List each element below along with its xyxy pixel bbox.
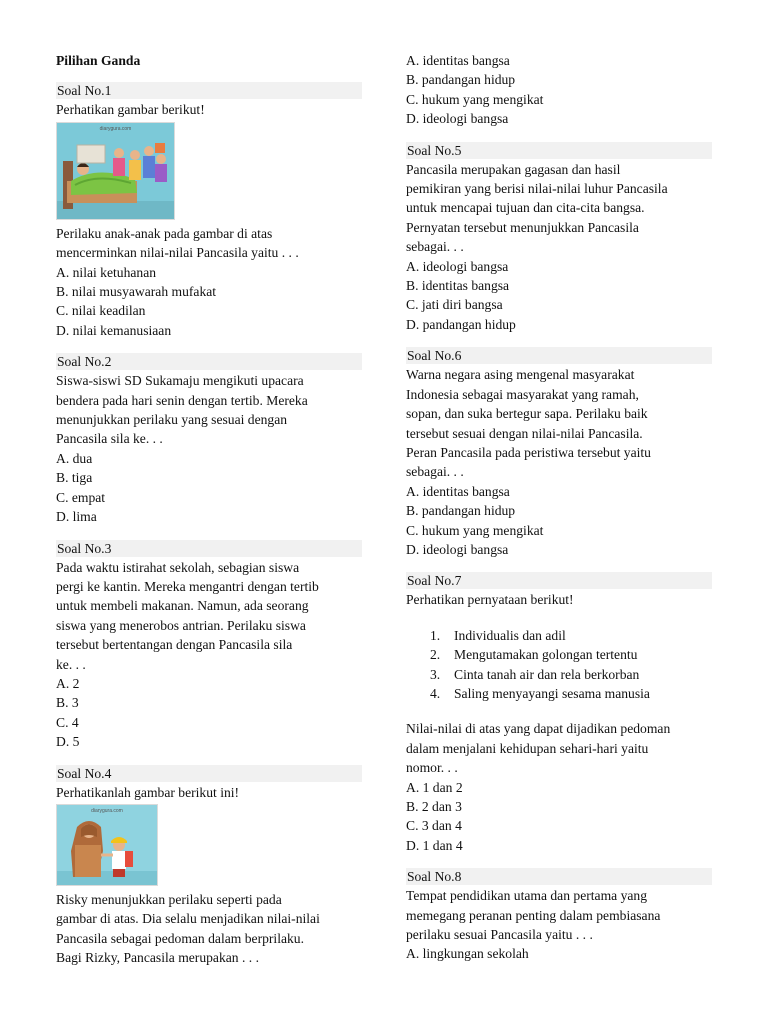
question-body-line: Pada waktu istirahat sekolah, sebagian siswa (56, 559, 300, 575)
question-4-illustration (56, 804, 158, 886)
statement-text: Mengutamakan golongan tertentu (454, 647, 638, 663)
statement-text: Cinta tanah air dan rela berkorban (454, 666, 640, 682)
question-body-line: Risky menunjukkan perilaku seperti pada (56, 891, 282, 907)
answer-option[interactable]: B. 3 (56, 695, 79, 711)
question-title: Soal No.6 (406, 347, 712, 364)
question-body-line: Peran Pancasila pada peristiwa tersebut yaitu (406, 444, 651, 460)
question-7 (406, 572, 712, 855)
answer-option[interactable]: D. lima (56, 509, 97, 525)
answer-option[interactable]: C. 4 (56, 714, 79, 730)
question-title: Soal No.8 (406, 868, 712, 885)
question-body-line: pergi ke kantin. Mereka mengantri dengan tertib (56, 578, 319, 594)
sickbed-visit-illustration (57, 123, 174, 219)
left-column (56, 0, 362, 968)
question-3 (56, 540, 362, 752)
question-body-line: Pancasila sebagai pedoman dalam berprilaku. (56, 930, 304, 946)
question-body-line: memegang peranan penting dalam pembiasana (406, 907, 661, 923)
answer-option[interactable]: D. ideologi bangsa (406, 541, 509, 557)
answer-option[interactable]: B. pandangan hidup (406, 72, 516, 88)
answer-option[interactable]: D. ideologi bangsa (406, 111, 509, 127)
statement-number: 4. (430, 685, 441, 701)
question-prompt: Perhatikanlah gambar berikut ini! (56, 784, 240, 800)
question-body-line: Perilaku anak-anak pada gambar di atas (56, 225, 273, 241)
answer-option[interactable]: A. 2 (56, 675, 80, 691)
question-body-line: Nilai-nilai di atas yang dapat dijadikan pedoman (406, 721, 671, 737)
answer-option[interactable]: A. lingkungan sekolah (406, 946, 529, 962)
question-body-line: Bagi Rizky, Pancasila merupakan . . . (56, 950, 259, 966)
question-body-line: tersebut bertentangan dengan Pancasila sila (56, 637, 293, 653)
image-watermark: diarygura.com (91, 807, 123, 814)
question-body-line: siswa yang menerobos antrian. Perilaku siswa (56, 617, 306, 633)
answer-option[interactable]: A. ideologi bangsa (406, 258, 509, 274)
handshake-illustration (57, 805, 157, 885)
answer-option[interactable]: D. 1 dan 4 (406, 837, 463, 853)
answer-option[interactable]: B. pandangan hidup (406, 503, 516, 519)
question-5 (406, 142, 712, 335)
question-body-line: Pancasila sila ke. . . (56, 431, 163, 447)
answer-option[interactable]: B. tiga (56, 470, 93, 486)
answer-option[interactable]: C. hukum yang mengikat (406, 522, 544, 538)
question-body-line: untuk membeli makanan. Namun, ada seorang (56, 598, 309, 614)
question-body-line: Warna negara asing mengenal masyarakat (406, 367, 635, 383)
question-title: Soal No.2 (56, 353, 362, 370)
question-body-line: sopan, dan suka bertegur sapa. Perilaku baik (406, 406, 648, 422)
answer-option[interactable]: C. jati diri bangsa (406, 297, 503, 313)
question-body-line: bendera pada hari senin dengan tertib. Mereka (56, 392, 308, 408)
question-4-options (406, 51, 712, 129)
answer-option[interactable]: A. 1 dan 2 (406, 779, 463, 795)
question-6 (406, 347, 712, 559)
statement-item (430, 684, 712, 703)
question-body-line: dalam menjalani kehidupan sehari-hari yaitu (406, 740, 649, 756)
question-body-line: tersebut sesuai dengan nilai-nilai Pancasila. (406, 425, 643, 441)
question-body-line: menunjukkan perilaku yang sesuai dengan (56, 412, 288, 428)
answer-option[interactable]: D. 5 (56, 734, 80, 750)
answer-option[interactable]: D. nilai kemanusiaan (56, 322, 172, 338)
statement-text: Individualis dan adil (454, 627, 566, 643)
answer-option[interactable]: C. hukum yang mengikat (406, 91, 544, 107)
answer-option[interactable]: B. 2 dan 3 (406, 799, 462, 814)
question-body-line: pemikiran yang berisi nilai-nilai luhur Pancasila (406, 181, 668, 197)
statement-text: Saling menyayangi sesama manusia (454, 685, 650, 701)
question-title: Soal No.3 (56, 540, 362, 557)
answer-option[interactable]: C. 3 dan 4 (406, 818, 462, 834)
question-title: Soal No.5 (406, 142, 712, 159)
question-body-line: nomor. . . (406, 760, 458, 776)
question-2 (56, 353, 362, 526)
question-1-illustration (56, 122, 175, 220)
question-prompt: Perhatikan pernyataan berikut! (406, 592, 574, 608)
statement-item (430, 665, 712, 684)
question-title: Soal No.1 (56, 82, 362, 99)
question-body-line: untuk mencapai tujuan dan cita-cita bangsa. (406, 200, 645, 216)
statement-number: 1. (430, 627, 441, 643)
question-body-line: Indonesia sebagai masyarakat yang ramah, (406, 386, 639, 402)
right-column (406, 0, 712, 964)
answer-option[interactable]: B. nilai musyawarah mufakat (56, 284, 217, 300)
question-title: Soal No.4 (56, 765, 362, 782)
question-title: Soal No.7 (406, 572, 712, 589)
question-body-line: perilaku sesuai Pancasila yaitu . . . (406, 927, 593, 943)
question-4 (56, 765, 362, 968)
answer-option[interactable]: A. identitas bangsa (406, 483, 510, 499)
image-watermark: diarygura.com (99, 125, 132, 132)
statement-number: 2. (430, 647, 441, 663)
answer-option[interactable]: C. empat (56, 489, 106, 505)
question-body-line: Siswa-siswi SD Sukamaju mengikuti upacara (56, 373, 304, 389)
question-body-line: sebagai. . . (406, 464, 464, 480)
question-body-line: ke. . . (56, 656, 86, 672)
question-1 (56, 82, 362, 340)
question-body-line: Pernyatan tersebut menunjukkan Pancasila (406, 219, 639, 235)
answer-option[interactable]: B. identitas bangsa (406, 278, 510, 294)
answer-option[interactable]: A. nilai ketuhanan (56, 264, 157, 280)
question-body-line: Pancasila merupakan gagasan dan hasil (406, 161, 621, 177)
answer-option[interactable]: D. pandangan hidup (406, 316, 516, 332)
question-prompt: Perhatikan gambar berikut! (56, 102, 205, 118)
question-body-line: mencerminkan nilai-nilai Pancasila yaitu . . . (56, 245, 299, 261)
statement-item (430, 645, 712, 664)
answer-option[interactable]: A. dua (56, 450, 93, 466)
question-body-line: Tempat pendidikan utama dan pertama yang (406, 888, 648, 904)
question-body-line: gambar di atas. Dia selalu menjadikan nilai-nilai (56, 911, 320, 927)
statement-number: 3. (430, 666, 441, 682)
section-heading: Pilihan Ganda (56, 53, 141, 68)
answer-option[interactable]: A. identitas bangsa (406, 53, 510, 68)
statement-item (430, 626, 712, 645)
answer-option[interactable]: C. nilai keadilan (56, 303, 146, 319)
statement-list (406, 626, 712, 704)
question-body-line: sebagai. . . (406, 239, 464, 255)
question-8 (406, 868, 712, 964)
